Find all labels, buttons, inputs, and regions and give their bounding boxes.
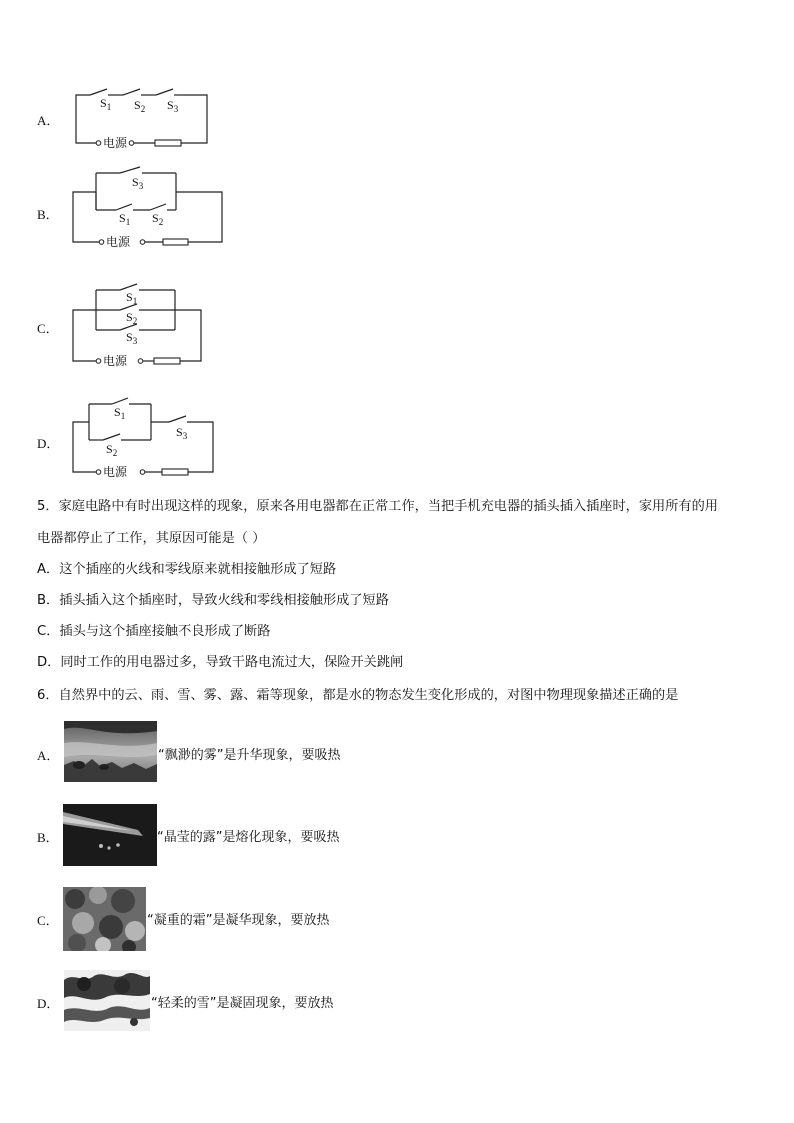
q6-option-letter-d: D． xyxy=(37,996,60,1011)
svg-text:S1: $S_1$ xyxy=(114,405,126,421)
circuit-diagram-b xyxy=(70,165,230,250)
svg-text:S1: $S_1$ xyxy=(126,290,138,306)
option-letter-d: D． xyxy=(37,436,60,451)
svg-text:S3: $S_3$ xyxy=(132,175,144,191)
dew-photo xyxy=(63,804,157,866)
circuit-diagram-a xyxy=(70,85,215,150)
svg-text:S2: $S_2$ xyxy=(134,98,146,114)
circuit-diagram-c xyxy=(70,280,215,370)
q6-caption-a: “飘渺的雾”是升华现象，要吸热 xyxy=(158,748,341,763)
svg-text:电源: 电源 xyxy=(103,465,128,479)
question-6-stem: 6．自然界中的云、雨、雪、雾、露、霜等现象，都是水的物态发生变化形成的，对图中物理现象描述正确的是 xyxy=(37,688,679,703)
q6-option-letter-c: C． xyxy=(37,913,59,928)
question-5-option-d: D．同时工作的用电器过多，导致干路电流过大，保险开关跳闸 xyxy=(37,655,404,670)
svg-text:S3: $S_3$ xyxy=(167,98,179,114)
frost-photo xyxy=(63,887,146,951)
question-5-option-a: A．这个插座的火线和零线原来就相接触形成了短路 xyxy=(37,562,337,577)
svg-text:S3: $S_3$ xyxy=(176,425,188,441)
q6-caption-d: “轻柔的雪”是凝固现象，要放热 xyxy=(151,996,334,1011)
snow-photo xyxy=(64,970,150,1031)
svg-text:S2: $S_2$ xyxy=(126,310,138,326)
question-5-option-b: B．插头插入这个插座时，导致火线和零线相接触形成了短路 xyxy=(37,593,389,608)
question-5-stem-line-2: 电器都停止了工作，其原因可能是（ ） xyxy=(37,531,266,546)
option-letter-b: B． xyxy=(37,207,59,222)
svg-text:电源: 电源 xyxy=(106,235,131,249)
q6-option-letter-b: B． xyxy=(37,830,59,845)
q6-option-letter-a: A． xyxy=(37,748,60,763)
q6-caption-c: “凝重的霜”是凝华现象，要放热 xyxy=(147,913,330,928)
svg-text:S1: $S_1$ xyxy=(119,211,131,227)
svg-text:S1: $S_1$ xyxy=(100,96,112,112)
svg-text:S3: $S_3$ xyxy=(126,330,138,346)
fog-photo xyxy=(64,721,157,782)
svg-text:电源: 电源 xyxy=(103,354,128,368)
svg-text:S2: $S_2$ xyxy=(106,442,118,458)
power-label: 电源 xyxy=(103,136,128,150)
question-5-option-c: C．插头与这个插座接触不良形成了断路 xyxy=(37,624,271,639)
option-letter-c: C． xyxy=(37,321,59,336)
circuit-diagram-d xyxy=(70,395,220,480)
question-5-stem-line-1: 5．家庭电路中有时出现这样的现象，原来各用电器都在正常工作，当把手机充电器的插头插入插座时，家用所有的用 xyxy=(37,499,718,514)
option-letter-a: A． xyxy=(37,113,60,128)
q6-caption-b: “晶莹的露”是熔化现象，要吸热 xyxy=(157,830,340,845)
svg-text:S2: $S_2$ xyxy=(152,211,164,227)
